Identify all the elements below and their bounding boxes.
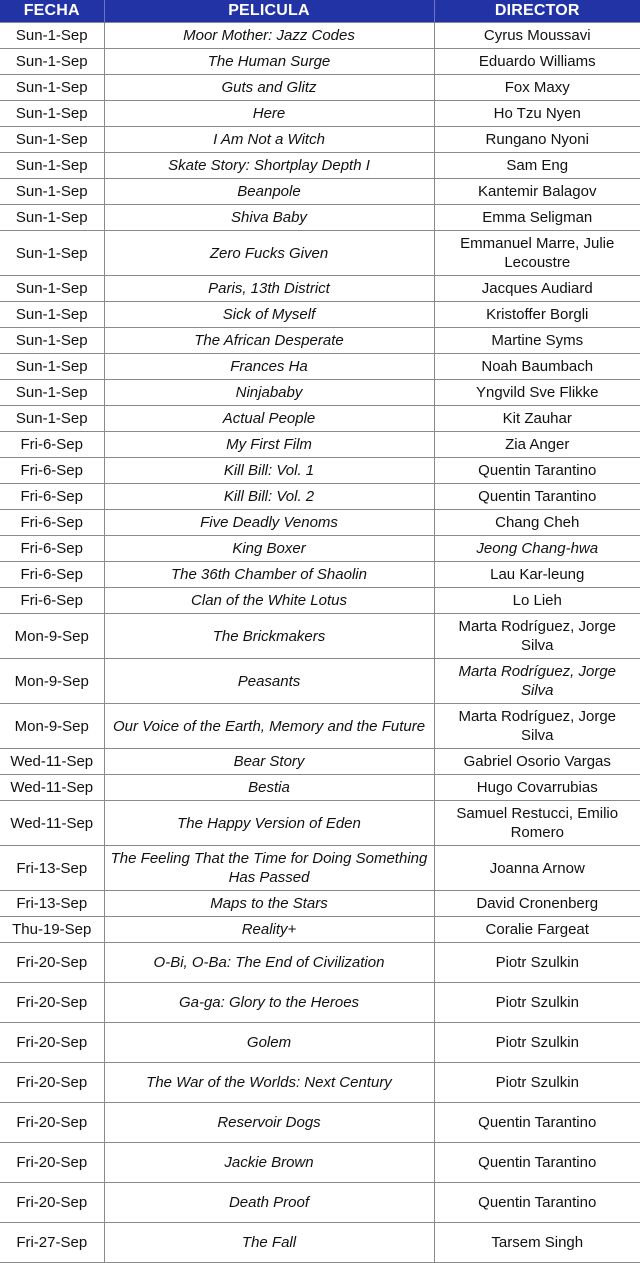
table-row	[0, 588, 640, 614]
table-row	[0, 749, 640, 775]
cell-film: Moor Mother: Jazz Codes	[104, 23, 434, 49]
cell-film: Frances Ha	[104, 354, 434, 380]
cell-director: Tarsem Singh	[434, 1223, 640, 1263]
cell-film: Actual People	[104, 406, 434, 432]
cell-film: The Brickmakers	[104, 614, 434, 659]
header-date: FECHA	[0, 0, 104, 23]
cell-director: Marta Rodríguez, Jorge Silva	[434, 659, 640, 704]
table-row	[0, 406, 640, 432]
table-row	[0, 775, 640, 801]
cell-film: The Human Surge	[104, 49, 434, 75]
table-row	[0, 328, 640, 354]
cell-date: Fri-20-Sep	[0, 1143, 104, 1183]
cell-date: Sun-1-Sep	[0, 302, 104, 328]
table-row	[0, 23, 640, 49]
cell-film: Ga-ga: Glory to the Heroes	[104, 983, 434, 1023]
table-row	[0, 846, 640, 891]
cell-director: Kristoffer Borgli	[434, 302, 640, 328]
cell-date: Sun-1-Sep	[0, 354, 104, 380]
table-row	[0, 891, 640, 917]
cell-date: Fri-13-Sep	[0, 891, 104, 917]
cell-film: Bestia	[104, 775, 434, 801]
cell-film: The African Desperate	[104, 328, 434, 354]
cell-director: Piotr Szulkin	[434, 943, 640, 983]
cell-film: The War of the Worlds: Next Century	[104, 1063, 434, 1103]
table-row	[0, 302, 640, 328]
cell-date: Fri-6-Sep	[0, 536, 104, 562]
cell-film: Skate Story: Shortplay Depth I	[104, 153, 434, 179]
cell-date: Sun-1-Sep	[0, 231, 104, 276]
cell-date: Sun-1-Sep	[0, 328, 104, 354]
cell-director: Samuel Restucci, Emilio Romero	[434, 801, 640, 846]
cell-date: Sun-1-Sep	[0, 23, 104, 49]
table-row	[0, 380, 640, 406]
cell-date: Fri-20-Sep	[0, 1063, 104, 1103]
cell-director: Marta Rodríguez, Jorge Silva	[434, 704, 640, 749]
cell-film: Reality+	[104, 917, 434, 943]
cell-director: Ho Tzu Nyen	[434, 101, 640, 127]
table-row	[0, 276, 640, 302]
cell-date: Fri-13-Sep	[0, 846, 104, 891]
cell-film: Kill Bill: Vol. 2	[104, 484, 434, 510]
table-row	[0, 354, 640, 380]
cell-director: Lau Kar-leung	[434, 562, 640, 588]
cell-director: Coralie Fargeat	[434, 917, 640, 943]
cell-date: Sun-1-Sep	[0, 179, 104, 205]
cell-date: Wed-11-Sep	[0, 801, 104, 846]
cell-director: Martine Syms	[434, 328, 640, 354]
table-row	[0, 49, 640, 75]
cell-film: O-Bi, O-Ba: The End of Civilization	[104, 943, 434, 983]
cell-film: Five Deadly Venoms	[104, 510, 434, 536]
cell-film: Beanpole	[104, 179, 434, 205]
cell-director: Quentin Tarantino	[434, 484, 640, 510]
cell-date: Fri-6-Sep	[0, 432, 104, 458]
cell-film: The 36th Chamber of Shaolin	[104, 562, 434, 588]
cell-film: Ninjababy	[104, 380, 434, 406]
table-row	[0, 983, 640, 1023]
cell-director: Jacques Audiard	[434, 276, 640, 302]
cell-date: Fri-6-Sep	[0, 562, 104, 588]
cell-film: The Fall	[104, 1223, 434, 1263]
cell-director: Emma Seligman	[434, 205, 640, 231]
cell-date: Wed-11-Sep	[0, 775, 104, 801]
cell-date: Fri-27-Sep	[0, 1223, 104, 1263]
cell-director: Chang Cheh	[434, 510, 640, 536]
cell-date: Sun-1-Sep	[0, 276, 104, 302]
cell-director: Joanna Arnow	[434, 846, 640, 891]
cell-director: Piotr Szulkin	[434, 1063, 640, 1103]
cell-film: Kill Bill: Vol. 1	[104, 458, 434, 484]
cell-film: Sick of Myself	[104, 302, 434, 328]
table-row	[0, 510, 640, 536]
cell-director: Kantemir Balagov	[434, 179, 640, 205]
cell-film: Paris, 13th District	[104, 276, 434, 302]
cell-director: Jeong Chang-hwa	[434, 536, 640, 562]
cell-film: Bear Story	[104, 749, 434, 775]
table-row	[0, 101, 640, 127]
table-row	[0, 231, 640, 276]
table-row	[0, 127, 640, 153]
cell-director: Noah Baumbach	[434, 354, 640, 380]
cell-film: Jackie Brown	[104, 1143, 434, 1183]
cell-date: Sun-1-Sep	[0, 380, 104, 406]
table-row	[0, 562, 640, 588]
table-row	[0, 179, 640, 205]
cell-director: Zia Anger	[434, 432, 640, 458]
cell-film: Zero Fucks Given	[104, 231, 434, 276]
cell-director: Rungano Nyoni	[434, 127, 640, 153]
cell-director: Eduardo Williams	[434, 49, 640, 75]
cell-film: Golem	[104, 1023, 434, 1063]
cell-director: Quentin Tarantino	[434, 458, 640, 484]
cell-date: Sun-1-Sep	[0, 127, 104, 153]
cell-date: Fri-6-Sep	[0, 458, 104, 484]
cell-date: Sun-1-Sep	[0, 406, 104, 432]
cell-date: Sun-1-Sep	[0, 153, 104, 179]
cell-director: Fox Maxy	[434, 75, 640, 101]
table-row	[0, 432, 640, 458]
cell-date: Wed-11-Sep	[0, 749, 104, 775]
table-row	[0, 75, 640, 101]
table-row	[0, 1023, 640, 1063]
cell-date: Fri-20-Sep	[0, 1183, 104, 1223]
table-row	[0, 917, 640, 943]
cell-director: Piotr Szulkin	[434, 983, 640, 1023]
table-row	[0, 536, 640, 562]
cell-director: Gabriel Osorio Vargas	[434, 749, 640, 775]
cell-film: Our Voice of the Earth, Memory and the Future	[104, 704, 434, 749]
cell-director: Kit Zauhar	[434, 406, 640, 432]
cell-director: Sam Eng	[434, 153, 640, 179]
cell-date: Fri-6-Sep	[0, 484, 104, 510]
cell-director: Hugo Covarrubias	[434, 775, 640, 801]
cell-date: Mon-9-Sep	[0, 704, 104, 749]
table-row	[0, 1103, 640, 1143]
cell-date: Mon-9-Sep	[0, 614, 104, 659]
cell-director: Yngvild Sve Flikke	[434, 380, 640, 406]
cell-film: Here	[104, 101, 434, 127]
table-row	[0, 704, 640, 749]
table-row	[0, 1183, 640, 1223]
cell-date: Fri-20-Sep	[0, 1023, 104, 1063]
table-row	[0, 1063, 640, 1103]
cell-film: The Feeling That the Time for Doing Something Has Passed	[104, 846, 434, 891]
table-row	[0, 943, 640, 983]
header-director: DIRECTOR	[434, 0, 640, 23]
cell-date: Fri-20-Sep	[0, 983, 104, 1023]
table-row	[0, 1223, 640, 1263]
table-row	[0, 801, 640, 846]
header-row	[0, 0, 640, 23]
cell-date: Sun-1-Sep	[0, 75, 104, 101]
cell-date: Fri-6-Sep	[0, 588, 104, 614]
cell-film: I Am Not a Witch	[104, 127, 434, 153]
cell-director: Emmanuel Marre, Julie Lecoustre	[434, 231, 640, 276]
table-row	[0, 614, 640, 659]
cell-director: Lo Lieh	[434, 588, 640, 614]
cell-film: Reservoir Dogs	[104, 1103, 434, 1143]
cell-film: The Happy Version of Eden	[104, 801, 434, 846]
cell-date: Sun-1-Sep	[0, 205, 104, 231]
table-row	[0, 153, 640, 179]
cell-director: Cyrus Moussavi	[434, 23, 640, 49]
table-row	[0, 659, 640, 704]
table-row	[0, 205, 640, 231]
cell-film: Death Proof	[104, 1183, 434, 1223]
table-row	[0, 1143, 640, 1183]
cell-director: Piotr Szulkin	[434, 1023, 640, 1063]
cell-date: Fri-20-Sep	[0, 1103, 104, 1143]
cell-date: Fri-6-Sep	[0, 510, 104, 536]
table-row	[0, 458, 640, 484]
cell-date: Mon-9-Sep	[0, 659, 104, 704]
header-film: PELICULA	[104, 0, 434, 23]
cell-director: David Cronenberg	[434, 891, 640, 917]
cell-director: Quentin Tarantino	[434, 1143, 640, 1183]
cell-film: Clan of the White Lotus	[104, 588, 434, 614]
cell-film: My First Film	[104, 432, 434, 458]
cell-film: Peasants	[104, 659, 434, 704]
table-body	[0, 23, 640, 1263]
cell-date: Fri-20-Sep	[0, 943, 104, 983]
cell-film: King Boxer	[104, 536, 434, 562]
cell-date: Sun-1-Sep	[0, 49, 104, 75]
cell-date: Sun-1-Sep	[0, 101, 104, 127]
cell-date: Thu-19-Sep	[0, 917, 104, 943]
table-row	[0, 484, 640, 510]
cell-director: Quentin Tarantino	[434, 1183, 640, 1223]
cell-director: Quentin Tarantino	[434, 1103, 640, 1143]
cell-film: Maps to the Stars	[104, 891, 434, 917]
table-header	[0, 0, 640, 23]
cell-director: Marta Rodríguez, Jorge Silva	[434, 614, 640, 659]
cell-film: Shiva Baby	[104, 205, 434, 231]
cell-film: Guts and Glitz	[104, 75, 434, 101]
